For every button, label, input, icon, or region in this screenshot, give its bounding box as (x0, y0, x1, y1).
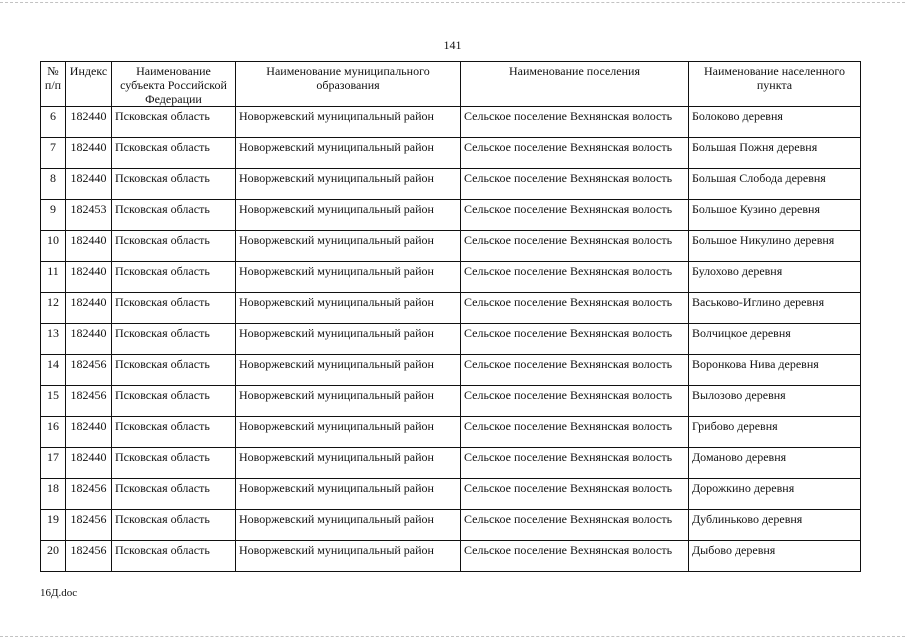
cell-index: 182440 (66, 169, 112, 200)
table-row (41, 200, 861, 231)
cell-place: Большое Никулино деревня (689, 231, 861, 262)
cell-region: Псковская область (112, 448, 236, 479)
cell-settlement: Сельское поселение Вехнянская волость (461, 169, 689, 200)
cell-place: Вылозово деревня (689, 386, 861, 417)
header-region: Наименование субъекта Российской Федерации (112, 62, 236, 107)
cell-region: Псковская область (112, 293, 236, 324)
table-row (41, 448, 861, 479)
table-row (41, 231, 861, 262)
cell-settlement: Сельское поселение Вехнянская волость (461, 107, 689, 138)
cell-settlement: Сельское поселение Вехнянская волость (461, 386, 689, 417)
cell-index: 182440 (66, 107, 112, 138)
cell-settlement: Сельское поселение Вехнянская волость (461, 138, 689, 169)
cell-num: 6 (41, 107, 66, 138)
cell-district: Новоржевский муниципальный район (236, 262, 461, 293)
footer-filename: 16Д.doc (40, 587, 78, 599)
table-row (41, 293, 861, 324)
cell-index: 182440 (66, 231, 112, 262)
header-district: Наименование муниципального образования (236, 62, 461, 107)
cell-district: Новоржевский муниципальный район (236, 417, 461, 448)
cell-region: Псковская область (112, 200, 236, 231)
cell-region: Псковская область (112, 138, 236, 169)
cell-num: 13 (41, 324, 66, 355)
cell-district: Новоржевский муниципальный район (236, 510, 461, 541)
table-row (41, 510, 861, 541)
cell-region: Псковская область (112, 510, 236, 541)
cell-district: Новоржевский муниципальный район (236, 355, 461, 386)
table-row (41, 107, 861, 138)
cell-num: 15 (41, 386, 66, 417)
cell-settlement: Сельское поселение Вехнянская волость (461, 448, 689, 479)
table-row (41, 262, 861, 293)
table-header-row (41, 62, 861, 107)
cell-index: 182440 (66, 262, 112, 293)
cell-num: 10 (41, 231, 66, 262)
cell-settlement: Сельское поселение Вехнянская волость (461, 200, 689, 231)
cell-place: Воронкова Нива деревня (689, 355, 861, 386)
cell-region: Псковская область (112, 541, 236, 572)
cell-index: 182456 (66, 479, 112, 510)
cell-district: Новоржевский муниципальный район (236, 293, 461, 324)
cell-district: Новоржевский муниципальный район (236, 107, 461, 138)
table-row (41, 355, 861, 386)
cell-place: Болоково деревня (689, 107, 861, 138)
cell-place: Дыбово деревня (689, 541, 861, 572)
settlements-table (40, 61, 861, 572)
scan-edge-top (0, 2, 905, 3)
cell-num: 16 (41, 417, 66, 448)
cell-index: 182440 (66, 324, 112, 355)
cell-district: Новоржевский муниципальный район (236, 200, 461, 231)
table-row (41, 541, 861, 572)
cell-settlement: Сельское поселение Вехнянская волость (461, 231, 689, 262)
cell-num: 11 (41, 262, 66, 293)
page-number: 141 (443, 38, 462, 52)
cell-place: Булохово деревня (689, 262, 861, 293)
cell-district: Новоржевский муниципальный район (236, 479, 461, 510)
cell-region: Псковская область (112, 355, 236, 386)
cell-place: Волчицкое деревня (689, 324, 861, 355)
cell-num: 17 (41, 448, 66, 479)
header-num: № п/п (41, 62, 66, 107)
cell-region: Псковская область (112, 107, 236, 138)
cell-settlement: Сельское поселение Вехнянская волость (461, 510, 689, 541)
cell-district: Новоржевский муниципальный район (236, 324, 461, 355)
cell-num: 19 (41, 510, 66, 541)
cell-index: 182456 (66, 510, 112, 541)
cell-num: 7 (41, 138, 66, 169)
cell-index: 182440 (66, 448, 112, 479)
cell-settlement: Сельское поселение Вехнянская волость (461, 293, 689, 324)
cell-region: Псковская область (112, 386, 236, 417)
cell-index: 182456 (66, 386, 112, 417)
cell-region: Псковская область (112, 169, 236, 200)
cell-region: Псковская область (112, 231, 236, 262)
cell-num: 18 (41, 479, 66, 510)
header-place: Наименование населенного пункта (689, 62, 861, 107)
cell-index: 182440 (66, 138, 112, 169)
scan-edge-bottom (0, 636, 905, 637)
cell-settlement: Сельское поселение Вехнянская волость (461, 541, 689, 572)
cell-district: Новоржевский муниципальный район (236, 169, 461, 200)
cell-settlement: Сельское поселение Вехнянская волость (461, 479, 689, 510)
cell-settlement: Сельское поселение Вехнянская волость (461, 417, 689, 448)
cell-district: Новоржевский муниципальный район (236, 541, 461, 572)
cell-index: 182456 (66, 541, 112, 572)
cell-place: Доманово деревня (689, 448, 861, 479)
cell-num: 14 (41, 355, 66, 386)
cell-district: Новоржевский муниципальный район (236, 231, 461, 262)
cell-index: 182456 (66, 355, 112, 386)
cell-region: Псковская область (112, 479, 236, 510)
cell-district: Новоржевский муниципальный район (236, 138, 461, 169)
cell-settlement: Сельское поселение Вехнянская волость (461, 262, 689, 293)
header-settlement: Наименование поселения (461, 62, 689, 107)
cell-region: Псковская область (112, 324, 236, 355)
cell-place: Дублиньково деревня (689, 510, 861, 541)
cell-settlement: Сельское поселение Вехнянская волость (461, 324, 689, 355)
cell-index: 182453 (66, 200, 112, 231)
table-row (41, 386, 861, 417)
cell-settlement: Сельское поселение Вехнянская волость (461, 355, 689, 386)
cell-num: 12 (41, 293, 66, 324)
cell-index: 182440 (66, 293, 112, 324)
table-row (41, 479, 861, 510)
cell-place: Васьково-Иглино деревня (689, 293, 861, 324)
cell-place: Большая Пожня деревня (689, 138, 861, 169)
table-row (41, 324, 861, 355)
cell-region: Псковская область (112, 417, 236, 448)
table-row (41, 169, 861, 200)
table-row (41, 417, 861, 448)
cell-region: Псковская область (112, 262, 236, 293)
cell-place: Большое Кузино деревня (689, 200, 861, 231)
table-row (41, 138, 861, 169)
header-index: Индекс (66, 62, 112, 107)
cell-num: 20 (41, 541, 66, 572)
cell-place: Большая Слобода деревня (689, 169, 861, 200)
cell-index: 182440 (66, 417, 112, 448)
cell-district: Новоржевский муниципальный район (236, 448, 461, 479)
cell-place: Грибово деревня (689, 417, 861, 448)
cell-num: 9 (41, 200, 66, 231)
cell-place: Дорожкино деревня (689, 479, 861, 510)
cell-num: 8 (41, 169, 66, 200)
cell-district: Новоржевский муниципальный район (236, 386, 461, 417)
